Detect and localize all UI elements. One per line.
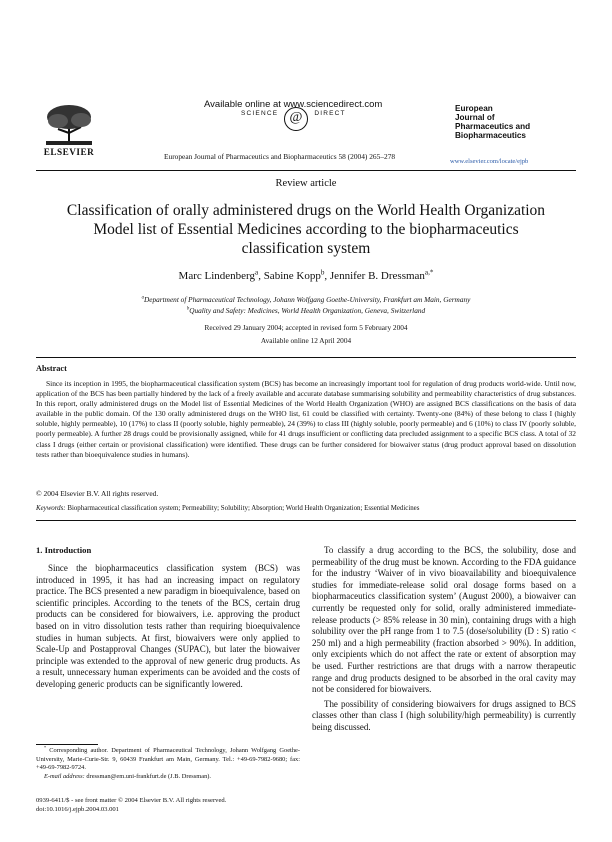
article-type: Review article bbox=[275, 178, 337, 189]
journal-url-link[interactable]: www.elsevier.com/locate/ejpb bbox=[450, 158, 529, 165]
email-link[interactable]: dressman@em.uni-frankfurt.de (J.B. Dressman). bbox=[86, 772, 211, 780]
keywords-label: Keywords: bbox=[36, 505, 66, 512]
sciencedirect-at-icon: @ bbox=[284, 107, 308, 131]
header-rule bbox=[36, 170, 576, 171]
body-paragraph: The possibility of considering biowaivers for drugs assigned to BCS classes other than class I (high solubility/high permeability) is currently being discussed. bbox=[312, 698, 576, 732]
doi-line: doi:10.1016/j.ejpb.2004.03.001 bbox=[36, 806, 119, 813]
affiliation bbox=[0, 295, 612, 304]
author-list bbox=[0, 270, 612, 282]
online-date: Available online 12 April 2004 bbox=[260, 336, 352, 345]
sciencedirect-availability: Available online at www.sciencedirect.com bbox=[204, 99, 383, 110]
author-name: Marc Lindenberg bbox=[178, 270, 256, 282]
email-label: E-mail address: bbox=[44, 772, 85, 780]
sciencedirect-logo-right: DIRECT bbox=[314, 110, 346, 117]
publisher-name: ELSEVIER bbox=[43, 147, 95, 157]
footnote-marker: * bbox=[44, 744, 47, 750]
affiliation-mark: b bbox=[186, 306, 190, 312]
affiliation bbox=[0, 306, 612, 315]
body-paragraph: To classify a drug according to the BCS, the solubility, dose and permeability of the drug must be known. According to the FDA guidance for the industry ‘Waiver of in vivo bioavailability and bioequivalence studies for immediate-release solid oral dosage forms based on a biopharmaceutics classification system’ (August 2000), a biowaiver can currently be requested only for solid, orally administered immediate-release products (> 85% release in 30 min), containing drugs with a high solubility over the pH range from 1 to 7.5 (dose/solubility (D : S) ratio < 250 ml) and a high permeability (fraction absorbed > 90%). In addition, only excipients which do not affect the rate or extent of absorption may be used. Further restrictions are that drugs with a narrow therapeutic range and drug products designed to be absorbed in the oral cavity may not be considered for biowaivers. bbox=[312, 545, 576, 695]
article-title: Classification of orally administered drugs on the World Health Organization Model list of Essential Medicines according to the biopharmaceutics classification system bbox=[66, 202, 546, 257]
affiliation-text: Quality and Safety: Medicines, World Health Organization, Geneva, Switzerland bbox=[189, 306, 426, 315]
author-name: Sabine Kopp bbox=[263, 270, 321, 282]
right-column bbox=[312, 545, 576, 734]
keywords bbox=[36, 505, 419, 512]
journal-citation: European Journal of Pharmaceutics and Biopharmaceutics 58 (2004) 265–278 bbox=[164, 152, 396, 161]
sciencedirect-logo-left: SCIENCE bbox=[241, 110, 279, 117]
author-separator: , bbox=[324, 270, 330, 282]
section-heading: 1. Introduction bbox=[36, 545, 92, 555]
author-affil-mark: a,* bbox=[424, 268, 434, 277]
affiliation-mark: a bbox=[141, 295, 144, 301]
keywords-list: Biopharmaceutical classification system; Permeability; Solubility; Absorption; World Health Organization; Essential Medicines bbox=[67, 505, 420, 512]
left-column bbox=[36, 563, 300, 691]
journal-title-line: Journal of bbox=[455, 113, 495, 122]
author-affil-mark: b bbox=[320, 268, 325, 277]
corresponding-author-footnote bbox=[36, 744, 300, 781]
abstract-bottom-rule bbox=[36, 520, 576, 521]
issn-block bbox=[36, 796, 300, 814]
body-paragraph: Since the biopharmaceutics classification system (BCS) was introduced in 1995, it has had an increasing impact on regulatory practice. The BCS presented a new paradigm in bioequivalence, based on scientific principles. According to the tenets of the BCS, certain drug products can be considered for biowaivers, i.e. approving the product based on in vitro dissolution tests rather than requiring bioequivalence studies in human subjects. At first, biowaivers were only applied to Scale-Up and Postapproval Changes (SUPAC), but later the biowaiver principle was extended to the approval of new generic drug products. As a result, unnecessary human experiments can be avoided and the costs of developing generic products can be significantly lowered. bbox=[36, 563, 300, 689]
journal-title-line: Biopharmaceutics bbox=[455, 131, 526, 140]
abstract-heading: Abstract bbox=[36, 364, 67, 373]
journal-title-line: European bbox=[455, 104, 493, 113]
journal-title-line: Pharmaceutics and bbox=[455, 122, 531, 131]
affiliation-text: Department of Pharmaceutical Technology, Johann Wolfgang Goethe-University, Frankfurt am Main, Germany bbox=[144, 295, 471, 304]
author-separator: , bbox=[258, 270, 264, 282]
abstract-text: Since its inception in 1995, the biopharmaceutical classification system (BCS) has become an increasingly important tool for regulation of drug products world-wide. Until now, application of the BCS has been partially hindered by the lack of a freely available and accurate database summarising solubility and permeability characteristics of drug substances. In this report, orally administered drugs on the Model list of Essential Medicines of the World Health Organization (WHO) are assigned BCS classifications on the basis of data available in the public domain. Of the 130 orally administered drugs on the WHO list, 61 could be classified with certainty. Twenty-one (84%) of these belong to class I (highly soluble, highly permeable), 10 (17%) to class II (poorly soluble, highly permeable), 24 (39%) to class III (highly soluble, poorly permeable) and 6 (10%) to class IV (poorly soluble, poorly permeable). A further 28 drugs could be provisionally assigned, while for 41 drugs insufficient or conflicting data precluded assignment to a specific BCS class. A total of 32 class I drugs (either certain or provisional classification) were identified. These drugs can be further considered for biowaiver status (drug product approval based on dissolution tests rather than bioequivalence studies in humans). bbox=[36, 379, 576, 459]
author-affil-mark: a bbox=[255, 268, 259, 277]
abstract-top-rule bbox=[36, 357, 576, 358]
author-name: Jennifer B. Dressman bbox=[329, 270, 425, 282]
journal-title-block bbox=[455, 104, 530, 140]
received-date: Received 29 January 2004; accepted in revised form 5 February 2004 bbox=[204, 323, 408, 332]
abstract-copyright: © 2004 Elsevier B.V. All rights reserved. bbox=[36, 489, 159, 498]
footnote-text: Corresponding author. Department of Pharmaceutical Technology, Johann Wolfgang Goethe-University, Marie-Curie-Str. 9, 60439 Frankfurt am Main, Germany. Tel.: +49-69-7982-9680; fax: +49-69-7982-9724. bbox=[36, 747, 300, 772]
issn-line: 0939-6411/$ - see front matter © 2004 Elsevier B.V. All rights reserved. bbox=[36, 797, 227, 804]
